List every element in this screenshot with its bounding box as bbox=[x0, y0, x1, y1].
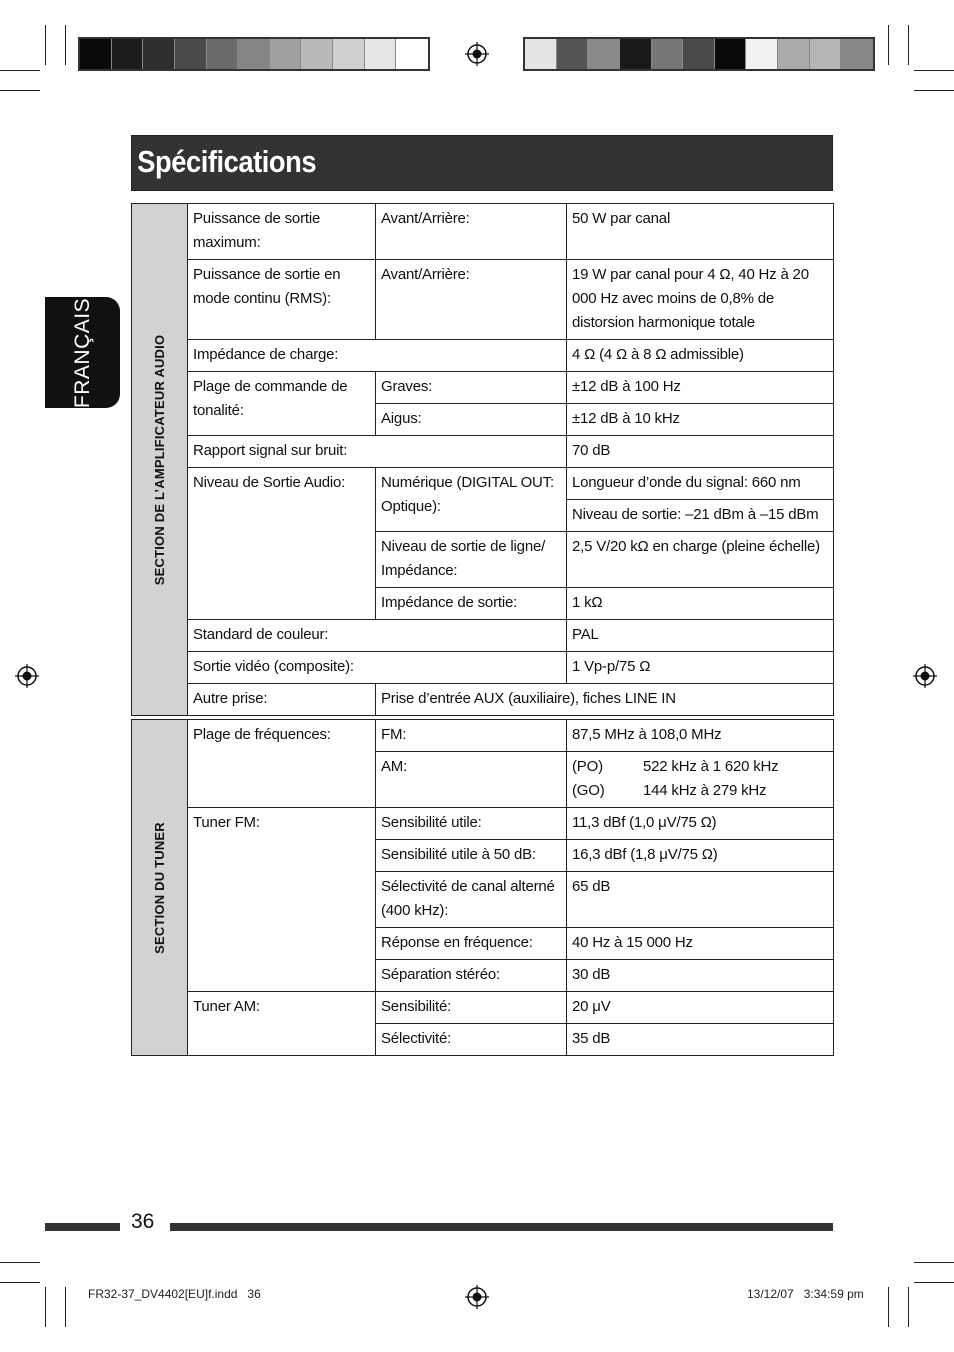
crop-mark bbox=[0, 90, 40, 91]
band-label: (GO) bbox=[572, 782, 605, 799]
color-swatch bbox=[778, 39, 810, 69]
spec-value: 35 dB bbox=[567, 1024, 834, 1056]
spec-label: Puissance de sortie maximum: bbox=[188, 204, 376, 260]
table-row bbox=[132, 204, 834, 260]
am-band-po bbox=[572, 755, 828, 779]
color-swatch bbox=[333, 39, 365, 69]
color-swatch bbox=[143, 39, 175, 69]
color-swatch bbox=[841, 39, 873, 69]
spec-sublabel: Avant/Arrière: bbox=[376, 260, 567, 340]
spec-label: Puissance de sortie en mode continu (RMS): bbox=[188, 260, 376, 340]
color-swatch bbox=[525, 39, 557, 69]
table-row bbox=[132, 992, 834, 1024]
band-value: 144 kHz à 279 kHz bbox=[643, 782, 767, 799]
color-swatch bbox=[620, 39, 652, 69]
crop-mark bbox=[888, 25, 889, 65]
spec-value: 87,5 MHz à 108,0 MHz bbox=[567, 720, 834, 752]
tuner-section-cell bbox=[132, 720, 188, 1056]
color-swatch bbox=[207, 39, 239, 69]
spec-value: Niveau de sortie: –21 dBm à –15 dBm bbox=[567, 500, 834, 532]
spec-sublabel: Numérique (DIGITAL OUT: Optique): bbox=[376, 468, 567, 532]
color-swatch bbox=[365, 39, 397, 69]
band-value: 522 kHz à 1 620 kHz bbox=[643, 758, 779, 775]
crop-mark bbox=[0, 70, 40, 71]
crop-mark bbox=[65, 1287, 66, 1327]
spec-value: 19 W par canal pour 4 Ω, 40 Hz à 20 000 Hz avec moins de 0,8% de distorsion harmonique totale bbox=[567, 260, 834, 340]
spec-value: 1 Vp-p/75 Ω bbox=[567, 652, 834, 684]
spec-value: 20 μV bbox=[567, 992, 834, 1024]
table-row bbox=[132, 340, 834, 372]
crop-mark bbox=[908, 1287, 909, 1327]
spec-value: 1 kΩ bbox=[567, 588, 834, 620]
footer-rule-left bbox=[45, 1223, 120, 1231]
language-tab-label: FRANÇAIS bbox=[70, 297, 94, 408]
spec-label: Standard de couleur: bbox=[188, 620, 567, 652]
color-swatch bbox=[588, 39, 620, 69]
crop-mark bbox=[65, 25, 66, 65]
amplifier-section-label: SECTION DE L’AMPLIFICATEUR AUDIO bbox=[151, 334, 167, 585]
table-row bbox=[132, 808, 834, 840]
spec-sublabel: Sensibilité utile à 50 dB: bbox=[376, 840, 567, 872]
spec-value: 50 W par canal bbox=[567, 204, 834, 260]
spec-label: Autre prise: bbox=[188, 684, 376, 716]
slug-date: 13/12/07 3:34:59 pm bbox=[747, 1287, 864, 1301]
spec-value: 11,3 dBf (1,0 μV/75 Ω) bbox=[567, 808, 834, 840]
color-swatch bbox=[80, 39, 112, 69]
crop-mark bbox=[908, 25, 909, 65]
table-row bbox=[132, 652, 834, 684]
crop-mark bbox=[45, 1287, 46, 1327]
spec-value: 70 dB bbox=[567, 436, 834, 468]
spec-value: 30 dB bbox=[567, 960, 834, 992]
crop-mark bbox=[914, 70, 954, 71]
spec-sublabel: Sélectivité de canal alterné (400 kHz): bbox=[376, 872, 567, 928]
color-swatch bbox=[112, 39, 144, 69]
spec-value: 65 dB bbox=[567, 872, 834, 928]
page-number: 36 bbox=[131, 1210, 155, 1233]
spec-sublabel: Graves: bbox=[376, 372, 567, 404]
crop-mark bbox=[0, 1262, 40, 1263]
spec-label: Sortie vidéo (composite): bbox=[188, 652, 567, 684]
spec-value: 16,3 dBf (1,8 μV/75 Ω) bbox=[567, 840, 834, 872]
spec-value: Longueur d’onde du signal: 660 nm bbox=[567, 468, 834, 500]
spec-sublabel: Sensibilité utile: bbox=[376, 808, 567, 840]
spec-sublabel: Sélectivité: bbox=[376, 1024, 567, 1056]
spec-sublabel: Avant/Arrière: bbox=[376, 204, 567, 260]
spec-label: Tuner AM: bbox=[188, 992, 376, 1056]
spec-sublabel: Aigus: bbox=[376, 404, 567, 436]
amplifier-section-cell bbox=[132, 204, 188, 716]
spec-value: PAL bbox=[567, 620, 834, 652]
spec-value: 40 Hz à 15 000 Hz bbox=[567, 928, 834, 960]
color-bar-right bbox=[523, 37, 875, 71]
band-label: (PO) bbox=[572, 758, 603, 775]
table-row bbox=[132, 620, 834, 652]
color-swatch bbox=[715, 39, 747, 69]
registration-mark-icon bbox=[465, 1285, 489, 1309]
spec-sublabel: Séparation stéréo: bbox=[376, 960, 567, 992]
table-row bbox=[132, 436, 834, 468]
color-swatch bbox=[810, 39, 842, 69]
spec-value: 2,5 V/20 kΩ en charge (pleine échelle) bbox=[567, 532, 834, 588]
crop-mark bbox=[0, 1282, 40, 1283]
crop-mark bbox=[914, 1262, 954, 1263]
spec-sublabel: AM: bbox=[376, 752, 567, 808]
spec-label: Plage de fréquences: bbox=[188, 720, 376, 808]
color-swatch bbox=[175, 39, 207, 69]
language-tab bbox=[45, 297, 120, 408]
spec-label: Impédance de charge: bbox=[188, 340, 567, 372]
spec-sublabel: Sensibilité: bbox=[376, 992, 567, 1024]
spec-value: 4 Ω (4 Ω à 8 Ω admissible) bbox=[567, 340, 834, 372]
spec-label: Plage de commande de tonalité: bbox=[188, 372, 376, 436]
spec-value bbox=[567, 752, 834, 808]
spec-sublabel: Niveau de sortie de ligne/ Impédance: bbox=[376, 532, 567, 588]
crop-mark bbox=[45, 25, 46, 65]
table-row bbox=[132, 468, 834, 500]
color-swatch bbox=[396, 39, 428, 69]
title-bar bbox=[131, 135, 833, 191]
registration-mark-icon bbox=[913, 664, 937, 688]
table-row bbox=[132, 720, 834, 752]
spec-label: Tuner FM: bbox=[188, 808, 376, 992]
color-swatch bbox=[270, 39, 302, 69]
registration-mark-icon bbox=[465, 42, 489, 66]
color-swatch bbox=[746, 39, 778, 69]
table-row bbox=[132, 260, 834, 340]
page-title: Spécifications bbox=[137, 144, 317, 179]
registration-mark-icon bbox=[15, 664, 39, 688]
color-swatch bbox=[557, 39, 589, 69]
spec-sublabel: Réponse en fréquence: bbox=[376, 928, 567, 960]
spec-value: ±12 dB à 100 Hz bbox=[567, 372, 834, 404]
amplifier-spec-table bbox=[131, 203, 834, 716]
color-swatch bbox=[301, 39, 333, 69]
spec-value: Prise d’entrée AUX (auxiliaire), fiches LINE IN bbox=[376, 684, 834, 716]
spec-sublabel: Impédance de sortie: bbox=[376, 588, 567, 620]
slug-file: FR32-37_DV4402[EU]f.indd 36 bbox=[88, 1287, 261, 1301]
tuner-section-label: SECTION DU TUNER bbox=[151, 821, 167, 954]
color-swatch bbox=[683, 39, 715, 69]
tuner-spec-table bbox=[131, 719, 834, 1056]
crop-mark bbox=[888, 1287, 889, 1327]
table-row bbox=[132, 372, 834, 404]
spec-label: Niveau de Sortie Audio: bbox=[188, 468, 376, 620]
spec-value: ±12 dB à 10 kHz bbox=[567, 404, 834, 436]
spec-label: Rapport signal sur bruit: bbox=[188, 436, 567, 468]
crop-mark bbox=[914, 1282, 954, 1283]
table-row bbox=[132, 684, 834, 716]
footer-rule-right bbox=[170, 1223, 833, 1231]
crop-mark bbox=[914, 90, 954, 91]
color-bar-left bbox=[78, 37, 430, 71]
am-band-go bbox=[572, 779, 828, 803]
color-swatch bbox=[652, 39, 684, 69]
color-swatch bbox=[238, 39, 270, 69]
spec-sublabel: FM: bbox=[376, 720, 567, 752]
